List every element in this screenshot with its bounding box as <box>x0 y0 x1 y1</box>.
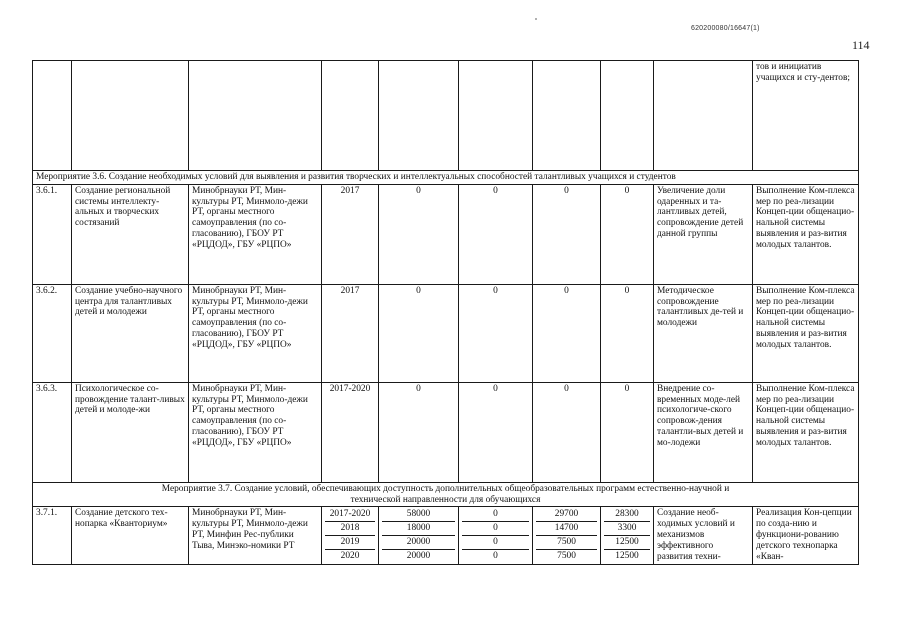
goal: Выполнение Ком-плекса мер по реа-лизации Концеп-ции общенацио-нальной системы выявления и раз-вития молодых талантов. <box>753 184 859 284</box>
period: 2018 <box>325 522 375 536</box>
period: 2017 <box>322 284 379 382</box>
value-regional: 14700 <box>536 522 597 536</box>
cell <box>322 61 379 171</box>
section-title-3-7: Мероприятие 3.7. Создание условий, обеспечивающих доступность дополнительных общеобразовательных программ естественно-научной и технической направленности для обучающихся <box>33 482 859 507</box>
goal: Выполнение Ком-плекса мер по реа-лизации Концеп-ции общенацио-нальной системы выявления и раз-вития молодых талантов. <box>753 382 859 482</box>
value-other-list <box>601 507 654 565</box>
goal: Выполнение Ком-плекса мер по реа-лизации Концеп-ции общенацио-нальной системы выявления и раз-вития молодых талантов. <box>753 284 859 382</box>
value-regional: 7500 <box>557 551 576 562</box>
cell <box>379 61 459 171</box>
program-table <box>32 60 859 565</box>
page-number: 114 <box>852 38 870 52</box>
value-regional: 29700 <box>536 508 597 522</box>
value-other: 0 <box>601 382 654 482</box>
value-total-list <box>379 507 459 565</box>
period: 2017 <box>322 184 379 284</box>
expected-result: Внедрение со-временных моде-лей психологиче-ского сопровож-дения талантли-вых детей и мо-лодежи <box>654 382 753 482</box>
table-row <box>33 507 859 565</box>
period: 2017-2020 <box>325 508 375 522</box>
value-federal: 0 <box>462 536 529 550</box>
activity-name: Создание региональной системы интеллекту-альных и творческих состязаний <box>72 184 189 284</box>
value-total: 20000 <box>406 551 431 562</box>
cell <box>533 61 601 171</box>
cell <box>33 61 72 171</box>
value-regional-list <box>533 507 601 565</box>
table-row <box>33 382 859 482</box>
value-other: 12500 <box>604 536 650 550</box>
executors: Минобрнауки РТ, Мин-культуры РТ, Минмоло-дежи РТ, органы местного самоуправления (по со-гласованию), ГБОУ РТ «РЦДОД», ГБУ «РЦПО» <box>189 284 322 382</box>
table-row <box>33 284 859 382</box>
cell <box>189 61 322 171</box>
goal-cell: тов и инициатив учащихся и сту-дентов; <box>753 61 859 171</box>
period-list <box>322 507 379 565</box>
value-total: 18000 <box>382 522 455 536</box>
period: 2020 <box>340 551 360 562</box>
value-other: 0 <box>601 184 654 284</box>
value-other: 0 <box>601 284 654 382</box>
scan-speck <box>535 18 537 20</box>
value-other: 12500 <box>615 551 639 562</box>
activity-name: Создание учебно-научного центра для талантливых детей и молодежи <box>72 284 189 382</box>
value-federal: 0 <box>459 382 533 482</box>
value-total: 0 <box>379 382 459 482</box>
value-regional: 0 <box>533 382 601 482</box>
table-row <box>33 61 859 171</box>
row-number: 3.6.1. <box>33 184 72 284</box>
period: 2017-2020 <box>322 382 379 482</box>
row-number: 3.7.1. <box>33 507 72 565</box>
period: 2019 <box>325 536 375 550</box>
value-total: 58000 <box>382 508 455 522</box>
activity-name: Создание детского тех-нопарка «Кванториум» <box>72 507 189 565</box>
cell <box>72 61 189 171</box>
section-title-3-6: Мероприятие 3.6. Создание необходимых условий для выявления и развития творческих и интеллектуальных способностей талантливых учащихся и студентов <box>33 171 859 185</box>
value-total: 20000 <box>382 536 455 550</box>
cell <box>601 61 654 171</box>
value-federal: 0 <box>462 508 529 522</box>
row-number: 3.6.3. <box>33 382 72 482</box>
value-total: 0 <box>379 284 459 382</box>
value-regional: 0 <box>533 184 601 284</box>
value-other: 3300 <box>604 522 650 536</box>
expected-result: Создание необ-ходимых условий и механизмов эффективного развития техни- <box>654 507 753 565</box>
row-number: 3.6.2. <box>33 284 72 382</box>
value-regional: 7500 <box>536 536 597 550</box>
value-other: 28300 <box>604 508 650 522</box>
value-federal: 0 <box>459 284 533 382</box>
goal: Реализация Кон-цепции по созда-нию и функциони-рованию детского технопарка «Кван- <box>753 507 859 565</box>
value-regional: 0 <box>533 284 601 382</box>
expected-result: Методическое сопровождение талантливых де-тей и молодежи <box>654 284 753 382</box>
value-federal: 0 <box>459 184 533 284</box>
executors: Минобрнауки РТ, Мин-культуры РТ, Минмоло-дежи РТ, органы местного самоуправления (по со-гласованию), ГБОУ РТ «РЦДОД», ГБУ «РЦПО» <box>189 382 322 482</box>
table-row <box>33 184 859 284</box>
value-federal-list <box>459 507 533 565</box>
activity-name: Психологическое со-провождение талант-ливых детей и молоде-жи <box>72 382 189 482</box>
document-id: 620200080/16647(1) <box>691 25 760 32</box>
section-row <box>33 482 859 507</box>
value-federal: 0 <box>462 522 529 536</box>
cell <box>459 61 533 171</box>
value-total: 0 <box>379 184 459 284</box>
value-federal: 0 <box>493 551 498 562</box>
section-row <box>33 171 859 185</box>
cell <box>654 61 753 171</box>
executors: Минобрнауки РТ, Мин-культуры РТ, Минмоло-дежи РТ, органы местного самоуправления (по со-гласованию), ГБОУ РТ «РЦДОД», ГБУ «РЦПО» <box>189 184 322 284</box>
executors: Минобрнауки РТ, Мин-культуры РТ, Минмоло-дежи РТ, Минфин Рес-публики Тыва, Минэко-номики РТ <box>189 507 322 565</box>
expected-result: Увеличение доли одаренных и та-лантливых детей, сопровождение детей данной группы <box>654 184 753 284</box>
